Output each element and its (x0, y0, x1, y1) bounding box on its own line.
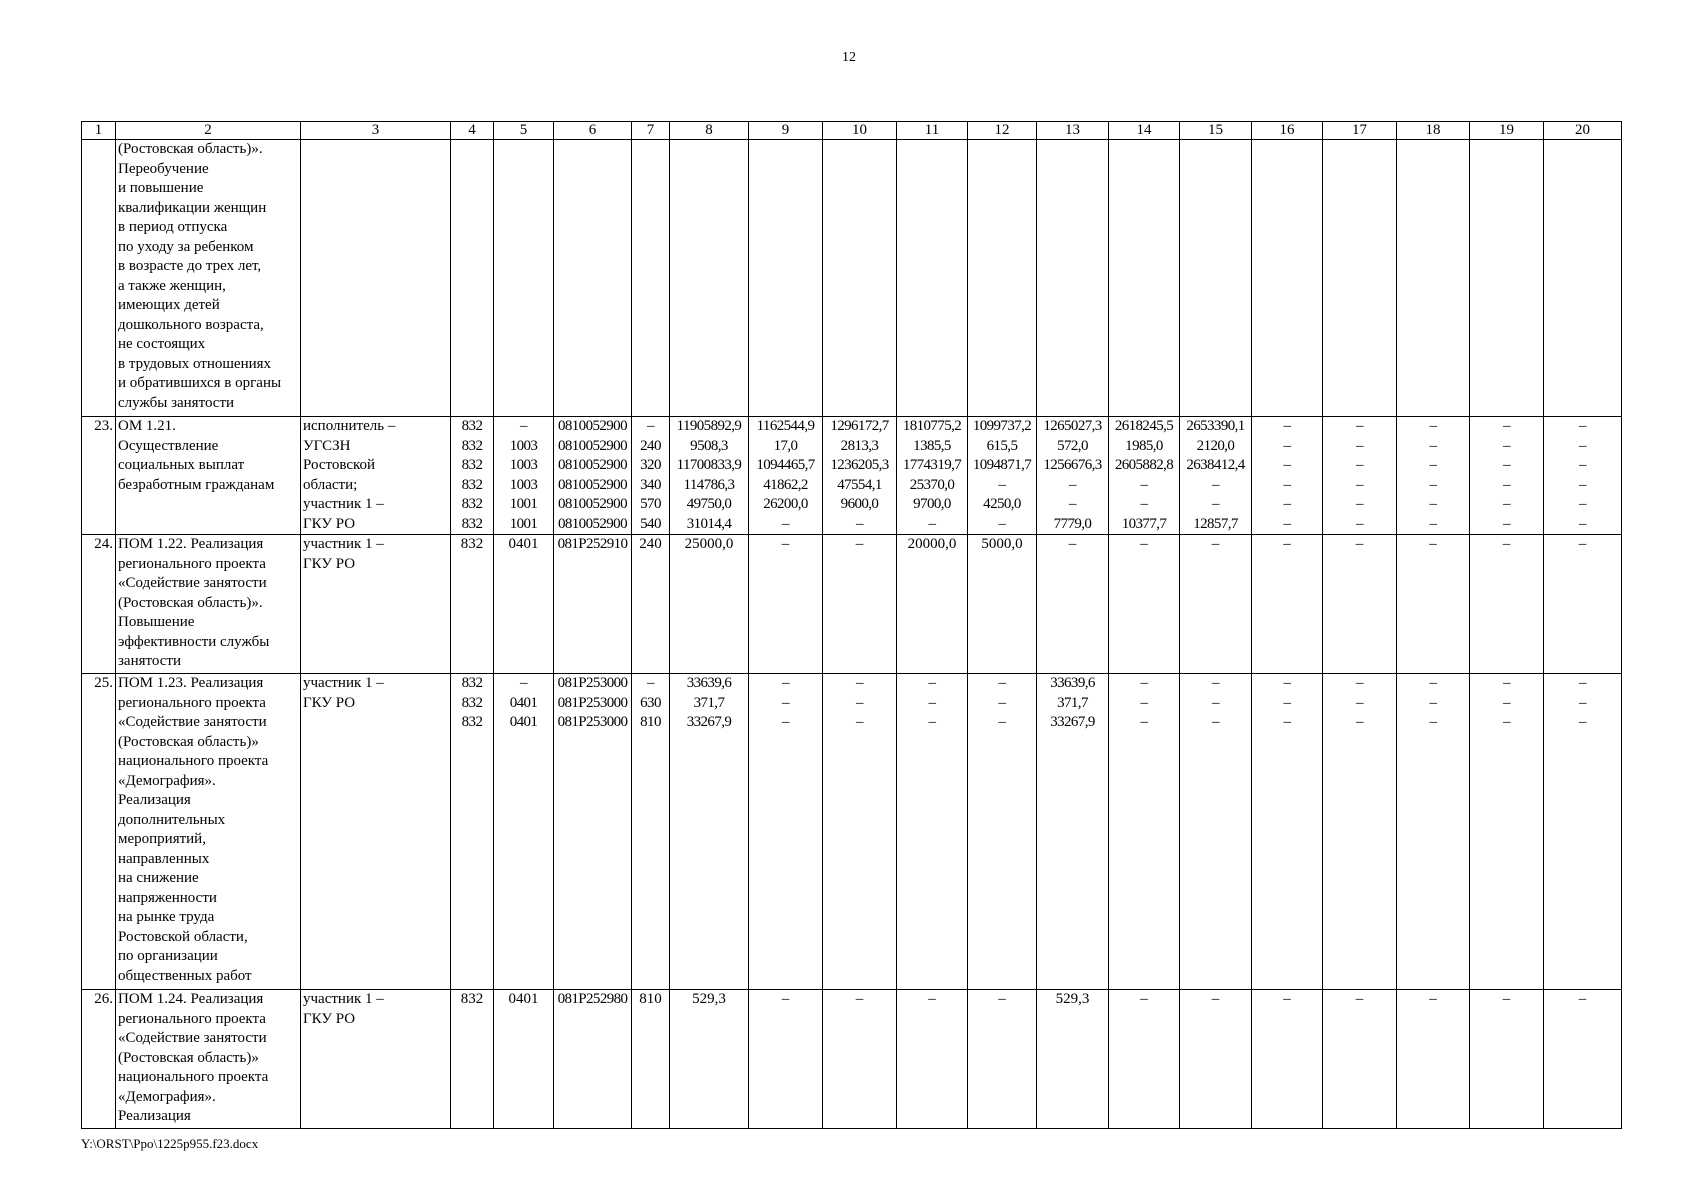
csr-cell (554, 140, 632, 417)
table-row (82, 140, 1622, 417)
year-value-cell: 1162544,9 17,0 1094465,7 41862,2 26200,0 – (749, 417, 823, 535)
year-value-cell: – – – (1544, 674, 1622, 990)
year-value-cell: – (1397, 990, 1470, 1129)
year-value-cell: – (1544, 990, 1622, 1129)
vr-cell: 240 (632, 535, 670, 674)
year-value-cell: – (1397, 535, 1470, 674)
column-number-row (82, 122, 1622, 140)
csr-cell: 0810052900 0810052900 0810052900 0810052900 0810052900 0810052900 (554, 417, 632, 535)
year-value-cell (1037, 140, 1109, 417)
vr-cell (632, 140, 670, 417)
year-value-cell: – – – (1470, 674, 1544, 990)
year-value-cell (1180, 140, 1252, 417)
year-value-cell: 2618245,5 1985,0 2605882,8 – – 10377,7 (1109, 417, 1180, 535)
csr-cell: 081P253000 081P253000 081P253000 (554, 674, 632, 990)
column-header: 7 (632, 122, 670, 140)
table-row (82, 990, 1622, 1129)
grbs-cell (451, 140, 494, 417)
year-value-cell: – – – – – – (1470, 417, 1544, 535)
year-value-cell: – – – (823, 674, 897, 990)
column-header: 2 (116, 122, 301, 140)
grbs-cell: 832 (451, 535, 494, 674)
year-value-cell (1544, 140, 1622, 417)
year-value-cell: – (897, 990, 968, 1129)
year-value-cell (897, 140, 968, 417)
row-number-cell: 25. (82, 674, 116, 990)
measure-name-cell: (Ростовская область)». Переобучение и повышение квалификации женщин в период отпуска по уходу за ребенком в возрасте до трех лет, а также женщин, имеющих детей дошкольного возраста, не состоящих в трудовых отношениях и обратившихся в органы службы занятости (116, 140, 301, 417)
executor-cell: участник 1 – ГКУ РО (301, 990, 451, 1129)
year-value-cell (823, 140, 897, 417)
year-value-cell: – – – – – – (1544, 417, 1622, 535)
row-number-cell: 24. (82, 535, 116, 674)
total-cell: 25000,0 (670, 535, 749, 674)
column-header: 4 (451, 122, 494, 140)
year-value-cell: – (1323, 990, 1397, 1129)
year-value-cell: – (1180, 535, 1252, 674)
year-value-cell (1323, 140, 1397, 417)
rzpr-cell: 0401 (494, 990, 554, 1129)
year-value-cell: – – – (1323, 674, 1397, 990)
total-cell (670, 140, 749, 417)
year-value-cell: – (1470, 535, 1544, 674)
executor-cell (301, 140, 451, 417)
year-value-cell: 1810775,2 1385,5 1774319,7 25370,0 9700,0 – (897, 417, 968, 535)
year-value-cell: – – – (897, 674, 968, 990)
measure-name-cell: ПОМ 1.23. Реализация регионального проекта «Содействие занятости (Ростовская область)» национального проекта «Демография». Реализация дополнительных мероприятий, направленных на снижение напряженности на рынке труда Ростовской области, по организации общественных работ (116, 674, 301, 990)
year-value-cell: – – – (1109, 674, 1180, 990)
column-header: 5 (494, 122, 554, 140)
table-row (82, 417, 1622, 535)
column-header: 6 (554, 122, 632, 140)
year-value-cell: – – – – – – (1397, 417, 1470, 535)
year-value-cell: – – – – – – (1323, 417, 1397, 535)
column-header: 20 (1544, 122, 1622, 140)
year-value-cell: 5000,0 (968, 535, 1037, 674)
vr-cell: 810 (632, 990, 670, 1129)
year-value-cell: – (1252, 535, 1323, 674)
year-value-cell: 529,3 (1037, 990, 1109, 1129)
year-value-cell: – (1323, 535, 1397, 674)
year-value-cell: – (1180, 990, 1252, 1129)
row-number-cell (82, 140, 116, 417)
grbs-cell: 832 832 832 (451, 674, 494, 990)
executor-cell: исполнитель – УГСЗН Ростовской области; участник 1 – ГКУ РО (301, 417, 451, 535)
column-header: 10 (823, 122, 897, 140)
executor-cell: участник 1 – ГКУ РО (301, 535, 451, 674)
year-value-cell: – – – – – – (1252, 417, 1323, 535)
rzpr-cell: – 1003 1003 1003 1001 1001 (494, 417, 554, 535)
column-header: 16 (1252, 122, 1323, 140)
table-row (82, 535, 1622, 674)
csr-cell: 081P252910 (554, 535, 632, 674)
total-cell: 529,3 (670, 990, 749, 1129)
column-header: 1 (82, 122, 116, 140)
rzpr-cell: 0401 (494, 535, 554, 674)
file-path-footer: Y:\ORST\Ppo\1225p955.f23.docx (81, 1136, 259, 1151)
table-row (82, 674, 1622, 990)
column-header: 3 (301, 122, 451, 140)
year-value-cell (1109, 140, 1180, 417)
year-value-cell (749, 140, 823, 417)
year-value-cell: – (1252, 990, 1323, 1129)
column-header: 12 (968, 122, 1037, 140)
column-header: 9 (749, 122, 823, 140)
column-header: 19 (1470, 122, 1544, 140)
measure-name-cell: ПОМ 1.24. Реализация регионального проекта «Содействие занятости (Ростовская область)» национального проекта «Демография». Реализация (116, 990, 301, 1129)
page-number: 12 (842, 50, 856, 65)
year-value-cell: – (1544, 535, 1622, 674)
year-value-cell: – (823, 535, 897, 674)
measure-name-cell: ОМ 1.21. Осуществление социальных выплат безработным гражданам (116, 417, 301, 535)
year-value-cell: – (749, 535, 823, 674)
year-value-cell (968, 140, 1037, 417)
year-value-cell: – (968, 990, 1037, 1129)
column-header: 11 (897, 122, 968, 140)
year-value-cell: 33639,6 371,7 33267,9 (1037, 674, 1109, 990)
column-header: 17 (1323, 122, 1397, 140)
year-value-cell: – (1109, 990, 1180, 1129)
year-value-cell: – – – (1180, 674, 1252, 990)
column-header: 8 (670, 122, 749, 140)
executor-cell: участник 1 – ГКУ РО (301, 674, 451, 990)
grbs-cell: 832 832 832 832 832 832 (451, 417, 494, 535)
year-value-cell: – – – (1397, 674, 1470, 990)
year-value-cell: – (1470, 990, 1544, 1129)
column-header: 15 (1180, 122, 1252, 140)
grbs-cell: 832 (451, 990, 494, 1129)
budget-table (81, 121, 1622, 1129)
total-cell: 33639,6 371,7 33267,9 (670, 674, 749, 990)
column-header: 14 (1109, 122, 1180, 140)
year-value-cell: – (1109, 535, 1180, 674)
row-number-cell: 26. (82, 990, 116, 1129)
row-number-cell: 23. (82, 417, 116, 535)
year-value-cell (1470, 140, 1544, 417)
year-value-cell (1397, 140, 1470, 417)
year-value-cell: – – – (1252, 674, 1323, 990)
year-value-cell: – (1037, 535, 1109, 674)
year-value-cell: 1099737,2 615,5 1094871,7 – 4250,0 – (968, 417, 1037, 535)
vr-cell: – 630 810 (632, 674, 670, 990)
total-cell: 11905892,9 9508,3 11700833,9 114786,3 49750,0 31014,4 (670, 417, 749, 535)
year-value-cell (1252, 140, 1323, 417)
rzpr-cell (494, 140, 554, 417)
csr-cell: 081P252980 (554, 990, 632, 1129)
year-value-cell: – – – (968, 674, 1037, 990)
year-value-cell: 1296172,7 2813,3 1236205,3 47554,1 9600,0 – (823, 417, 897, 535)
year-value-cell: 2653390,1 2120,0 2638412,4 – – 12857,7 (1180, 417, 1252, 535)
year-value-cell: 1265027,3 572,0 1256676,3 – – 7779,0 (1037, 417, 1109, 535)
year-value-cell: – (749, 990, 823, 1129)
column-header: 13 (1037, 122, 1109, 140)
year-value-cell: – (823, 990, 897, 1129)
year-value-cell: – – – (749, 674, 823, 990)
column-header: 18 (1397, 122, 1470, 140)
measure-name-cell: ПОМ 1.22. Реализация регионального проекта «Содействие занятости (Ростовская область)». Повышение эффективности службы занятости (116, 535, 301, 674)
rzpr-cell: – 0401 0401 (494, 674, 554, 990)
year-value-cell: 20000,0 (897, 535, 968, 674)
vr-cell: – 240 320 340 570 540 (632, 417, 670, 535)
